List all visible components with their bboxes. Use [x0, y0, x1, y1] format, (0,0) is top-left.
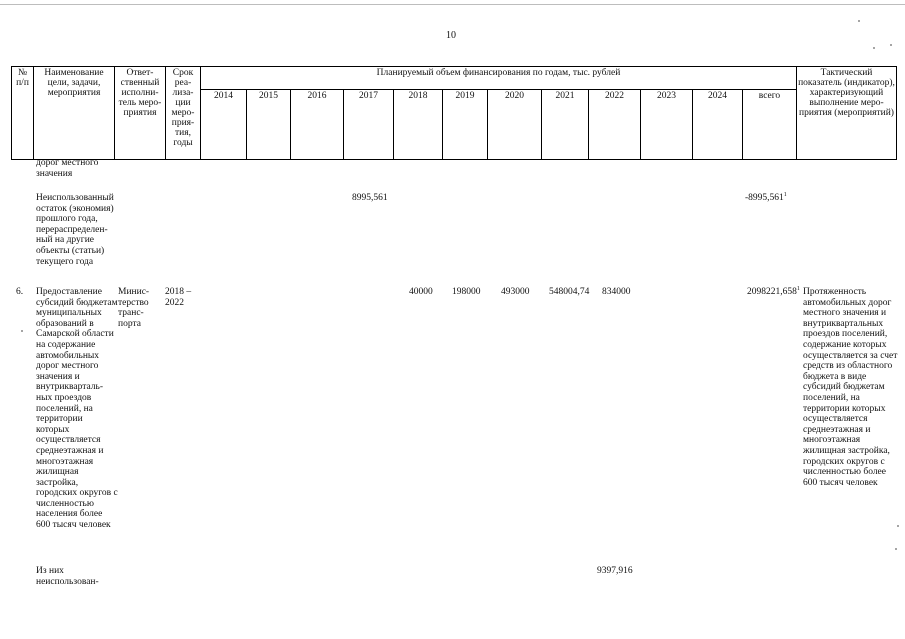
header-year: 2020	[488, 89, 542, 159]
scan-speck	[895, 548, 897, 550]
header-year: 2019	[443, 89, 488, 159]
header-year: 2018	[394, 89, 443, 159]
table-header	[11, 66, 897, 160]
header-number: № п/п	[12, 67, 34, 160]
unused-balance-name: Неиспользованный остаток (экономия) прошлого года, перераспределен-ный на другие объекты (статьи) текущего года	[36, 193, 114, 267]
header-name: Наименование цели, задачи, мероприятия	[34, 67, 115, 160]
item6-2021: 548004,74	[549, 287, 590, 297]
header-year: 2016	[291, 89, 344, 159]
item6-2019: 198000	[452, 287, 481, 297]
header-year: 2021	[542, 89, 589, 159]
header-responsible: Ответ-ственный исполни-тель меро-приятия	[115, 67, 166, 160]
header-indicator: Тактический показатель (индикатор), характеризующий выполнение меро-приятия (мероприятий)	[797, 67, 897, 160]
scan-speck	[897, 525, 899, 527]
of-them-name: Из них неиспользован-	[36, 566, 99, 587]
item6-term: 2018 – 2022	[165, 287, 192, 308]
continued-text: дорог местного значения	[36, 158, 99, 179]
item6-name: Предоставление субсидий бюджетам муниципальных образований в Самарской области на содержание автомобильных дорог местного значения и внутрикварталь-ных проездов поселений, на территории которых осуществляется среднеэтажная и многоэтажная жилищная застройка, городских округов с численностью населения более 600 тысяч человек	[36, 287, 118, 531]
item6-2020: 493000	[501, 287, 530, 297]
unused-balance-total: -8995,561$^1$	[745, 191, 787, 203]
footnote-mark: 1	[783, 191, 787, 198]
header-year: 2023	[641, 89, 693, 159]
item6-number: 6.	[16, 287, 24, 297]
footnote-mark: 1	[796, 285, 800, 292]
item6-indicator: Протяженность автомобильных дорог местного значения и внутриквартальных проездов поселений, содержание которых осуществляется за счет средств из областного бюджета в виде субсидий бюджетам поселений, на территории которых осуществляется среднеэтажная и многоэтажная жилищная застройка, городских округов с численностью более 600 тысяч человек	[803, 287, 898, 488]
header-year-total: всего	[743, 89, 797, 159]
scan-speck	[873, 47, 875, 49]
scan-speck	[21, 330, 23, 332]
scan-speck	[858, 20, 860, 22]
unused-balance-2017: 8995,561	[352, 193, 388, 203]
item6-total: 2098221,658$^1$	[747, 285, 800, 297]
of-them-2022: 9397,916	[597, 566, 633, 576]
header-year: 2014	[201, 89, 247, 159]
header-year: 2024	[693, 89, 743, 159]
item6-2018: 40000	[409, 287, 433, 297]
page-number: 10	[446, 30, 456, 41]
top-rule	[0, 4, 905, 5]
header-year: 2017	[344, 89, 394, 159]
header-term: Срок реа-лиза-ции меро-прия-тия, годы	[166, 67, 201, 160]
item6-2022: 834000	[602, 287, 631, 297]
header-year: 2015	[247, 89, 291, 159]
scan-speck	[890, 44, 892, 46]
header-year: 2022	[589, 89, 641, 159]
header-funding: Планируемый объем финансирования по годам, тыс. рублей	[201, 67, 797, 90]
item6-responsible: Минис-терство транс-порта	[118, 287, 150, 329]
